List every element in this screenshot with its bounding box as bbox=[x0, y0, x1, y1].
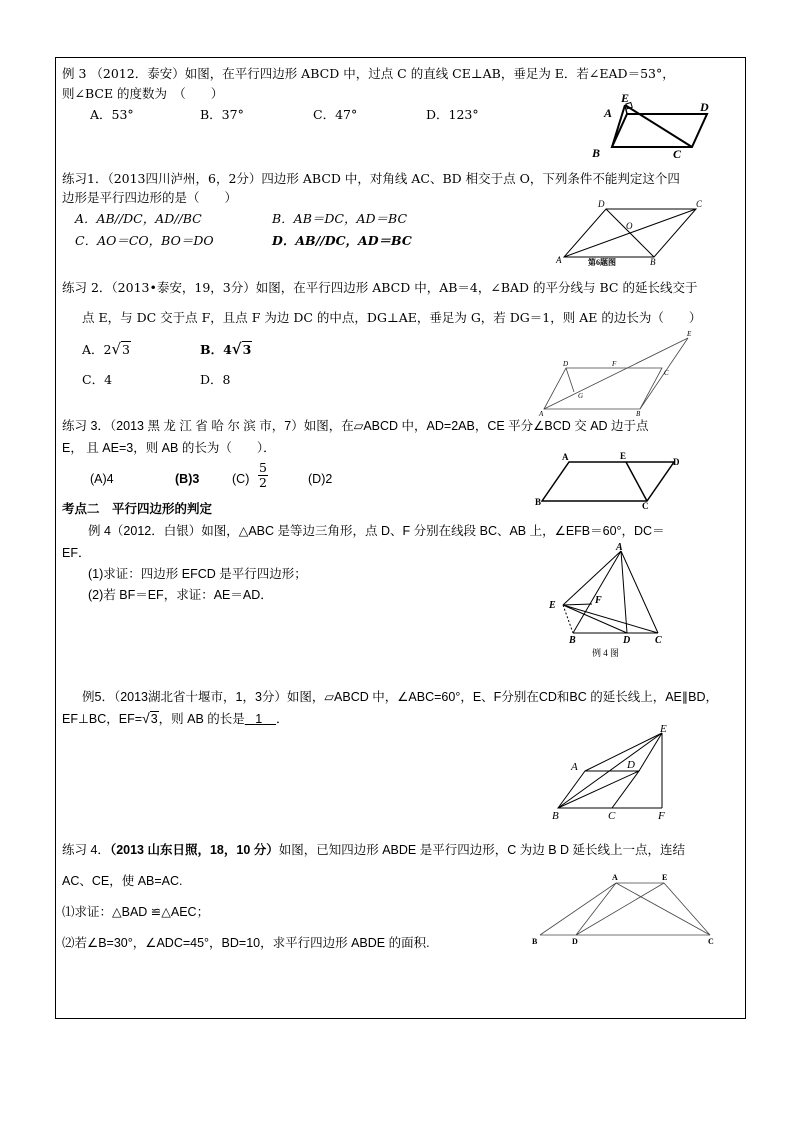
p4-label-e: E bbox=[662, 873, 668, 882]
p1-label-b: B bbox=[650, 257, 656, 267]
ex5-line2-c: ． bbox=[276, 712, 289, 726]
p3-label-d: D bbox=[673, 457, 680, 467]
ex4-line1: 例 4（2012．白银）如图，△ABC 是等边三角形，点 D、F 分别在线段 BC、AB 上，∠EFB＝60°，DC＝ bbox=[88, 524, 665, 538]
p1-line2: 边形是平行四边形的是（ ） bbox=[62, 190, 238, 205]
ex5-line2-b: ，则 AB 的长是 bbox=[158, 712, 245, 726]
ex5-radicand: 3 bbox=[150, 712, 158, 726]
p3-opt-a: (A)4 bbox=[90, 472, 114, 486]
p2-label-a: A bbox=[539, 410, 544, 418]
p4-line1-source: （2013 山东日照，18，10 分） bbox=[109, 843, 279, 857]
p4-label-b: B bbox=[532, 937, 538, 946]
ex4-line2: EF． bbox=[62, 546, 91, 560]
p4-label-d: D bbox=[572, 937, 578, 946]
p2-line2: 点 E，与 DC 交于点 F，且点 F 为边 DC 的中点，DG⊥AE，垂足为 G，若 DG＝1，则 AE 的边长为（ ） bbox=[82, 310, 702, 325]
p1-opt-a: A．AB//DC，AD//BC bbox=[75, 211, 202, 226]
radical-sign-icon: √ bbox=[111, 340, 122, 358]
p2-figure bbox=[536, 330, 706, 420]
p2-opt-b-radicand: 3 bbox=[242, 342, 252, 357]
p3-frac-den: 2 bbox=[259, 475, 267, 490]
p2-label-e: E bbox=[687, 330, 692, 338]
p2-label-b: B bbox=[636, 410, 641, 418]
radical-sign-icon: √ bbox=[142, 710, 150, 726]
p2-opt-b-prefix: B．4 bbox=[200, 342, 232, 357]
p4-figure bbox=[530, 873, 720, 948]
ex4-q1: (1)求证：四边形 EFCD 是平行四边形； bbox=[88, 567, 307, 581]
ex3-opt-d: D．123° bbox=[426, 107, 479, 122]
p1-line1: 练习1．（2013四川泸州，6，2分）四边形 ABCD 中，对角线 AC、BD 相交于点 O，下列条件不能判定这个四 bbox=[62, 171, 680, 186]
ex5-line2-a: EF⊥BC，EF= bbox=[62, 712, 142, 726]
p3-label-b: B bbox=[535, 497, 542, 507]
ex4-q2: (2)若 BF＝EF，求证：AE＝AD． bbox=[88, 588, 273, 602]
p4-label-a: A bbox=[612, 873, 618, 882]
p2-opt-a-prefix: A．2 bbox=[82, 342, 112, 357]
ex3-opt-a: A．53° bbox=[90, 107, 134, 122]
ex5-label-d: D bbox=[627, 759, 635, 771]
radical-sign-icon: √ bbox=[231, 340, 242, 358]
ex3-figure bbox=[585, 92, 715, 162]
p3-figure bbox=[532, 447, 692, 517]
p3-opt-d: (D)2 bbox=[308, 472, 333, 486]
p4-label-c: C bbox=[708, 937, 714, 946]
p3-label-a: A bbox=[562, 452, 569, 462]
p3-line1: 练习 3．（2013 黑 龙 江 省 哈 尔 滨 市，7）如图，在▱ABCD 中，AD=2AB，CE 平分∠BCD 交 AD 边于点 bbox=[62, 419, 649, 433]
ex3-opt-c: C．47° bbox=[313, 107, 358, 122]
p2-opt-a-radicand: 3 bbox=[122, 342, 130, 357]
ex5-label-c: C bbox=[608, 810, 616, 822]
ex4-label-c: C bbox=[655, 635, 662, 646]
ex5-label-b: B bbox=[552, 810, 559, 822]
p4-line1-c: 如图，已知四边形 ABDE 是平行四边形，C 为边 B D 延长线上一点，连结 bbox=[278, 843, 686, 857]
p2-label-d: D bbox=[563, 360, 569, 368]
p1-label-c: C bbox=[696, 199, 703, 209]
p1-label-d: D bbox=[598, 199, 605, 209]
ex5-answer: 1 bbox=[255, 712, 263, 726]
ex3-line2: 则∠BCE 的度数为 （ ） bbox=[62, 86, 224, 101]
p4-q2: ⑵若∠B=30°，∠ADC=45°，BD=10，求平行四边形 ABDE 的面积. bbox=[62, 936, 430, 950]
ex5-label-a: A bbox=[571, 761, 578, 773]
ex4-label-b: B bbox=[569, 635, 576, 646]
p3-label-c: C bbox=[642, 501, 649, 511]
p1-figure bbox=[556, 197, 716, 269]
p3-frac-num: 5 bbox=[259, 460, 267, 475]
p2-label-c: C bbox=[664, 369, 669, 377]
ex4-label-a: A bbox=[616, 542, 623, 553]
ex3-label-c: C bbox=[673, 147, 682, 161]
ex3-line1: 例 3 （2012．泰安）如图，在平行四边形 ABCD 中，过点 C 的直线 CE⊥AB，垂足为 E．若∠EAD＝53°， bbox=[62, 66, 675, 81]
p2-opt-a bbox=[82, 341, 131, 358]
ex5-line1: 例5．（2013湖北省十堰市，1，3分）如图，▱ABCD 中，∠ABC=60°，E、F分别在CD和BC 的延长线上，AE∥BD， bbox=[82, 690, 718, 704]
ex5-label-e: E bbox=[660, 723, 667, 735]
p4-line1-a: 练习 4． bbox=[62, 843, 110, 857]
ex3-label-a: A bbox=[604, 106, 613, 120]
p4-q1: ⑴求证：△BAD ≌△AEC； bbox=[62, 905, 210, 919]
p2-line1: 练习 2．（2013•泰安，19，3分）如图，在平行四边形 ABCD 中，AB＝4，∠BAD 的平分线与 BC 的延长线交于 bbox=[62, 280, 698, 295]
p4-line2: AC、CE，使 AB=AC. bbox=[62, 874, 183, 888]
p2-opt-c: C．4 bbox=[82, 372, 113, 387]
p3-opt-c: (C) bbox=[232, 472, 250, 486]
ex3-label-b: B bbox=[592, 146, 601, 160]
p3-opt-c-fraction bbox=[258, 461, 268, 490]
ex4-figure bbox=[545, 543, 675, 658]
p2-opt-d: D．8 bbox=[200, 372, 231, 387]
ex4-label-f: F bbox=[595, 595, 602, 606]
ex4-label-d: D bbox=[623, 635, 631, 646]
p3-opt-b: (B)3 bbox=[175, 472, 200, 486]
ex5-label-f: F bbox=[658, 810, 665, 822]
p1-opt-d: D．AB//DC，AD＝BC bbox=[272, 233, 412, 248]
ex4-caption: 例 4 图 bbox=[592, 648, 620, 658]
p4-line1 bbox=[62, 842, 685, 858]
p2-label-g: G bbox=[578, 392, 584, 400]
ex3-label-d: D bbox=[700, 100, 709, 114]
ex5-answer-blank bbox=[245, 712, 276, 726]
ex4-label-e: E bbox=[549, 600, 556, 611]
p3-label-e: E bbox=[620, 451, 627, 461]
ex3-opt-b: B．37° bbox=[200, 107, 244, 122]
ex5-figure bbox=[545, 723, 680, 823]
p1-caption: 第6题图 bbox=[588, 258, 616, 267]
p1-label-a: A bbox=[556, 255, 562, 265]
p1-opt-b: B．AB＝DC，AD＝BC bbox=[272, 211, 408, 226]
p1-label-o: O bbox=[626, 221, 633, 231]
ex3-label-e: E bbox=[621, 91, 630, 105]
ex5-line2 bbox=[62, 710, 289, 727]
section-2-title: 考点二 平行四边形的判定 bbox=[62, 501, 213, 516]
p2-opt-b bbox=[200, 341, 252, 358]
p3-line2: E， 且 AE=3，则 AB 的长为（ ）． bbox=[62, 441, 276, 455]
p2-label-f: F bbox=[612, 360, 617, 368]
p1-opt-c: C．AO＝CO，BO＝DO bbox=[75, 233, 214, 248]
